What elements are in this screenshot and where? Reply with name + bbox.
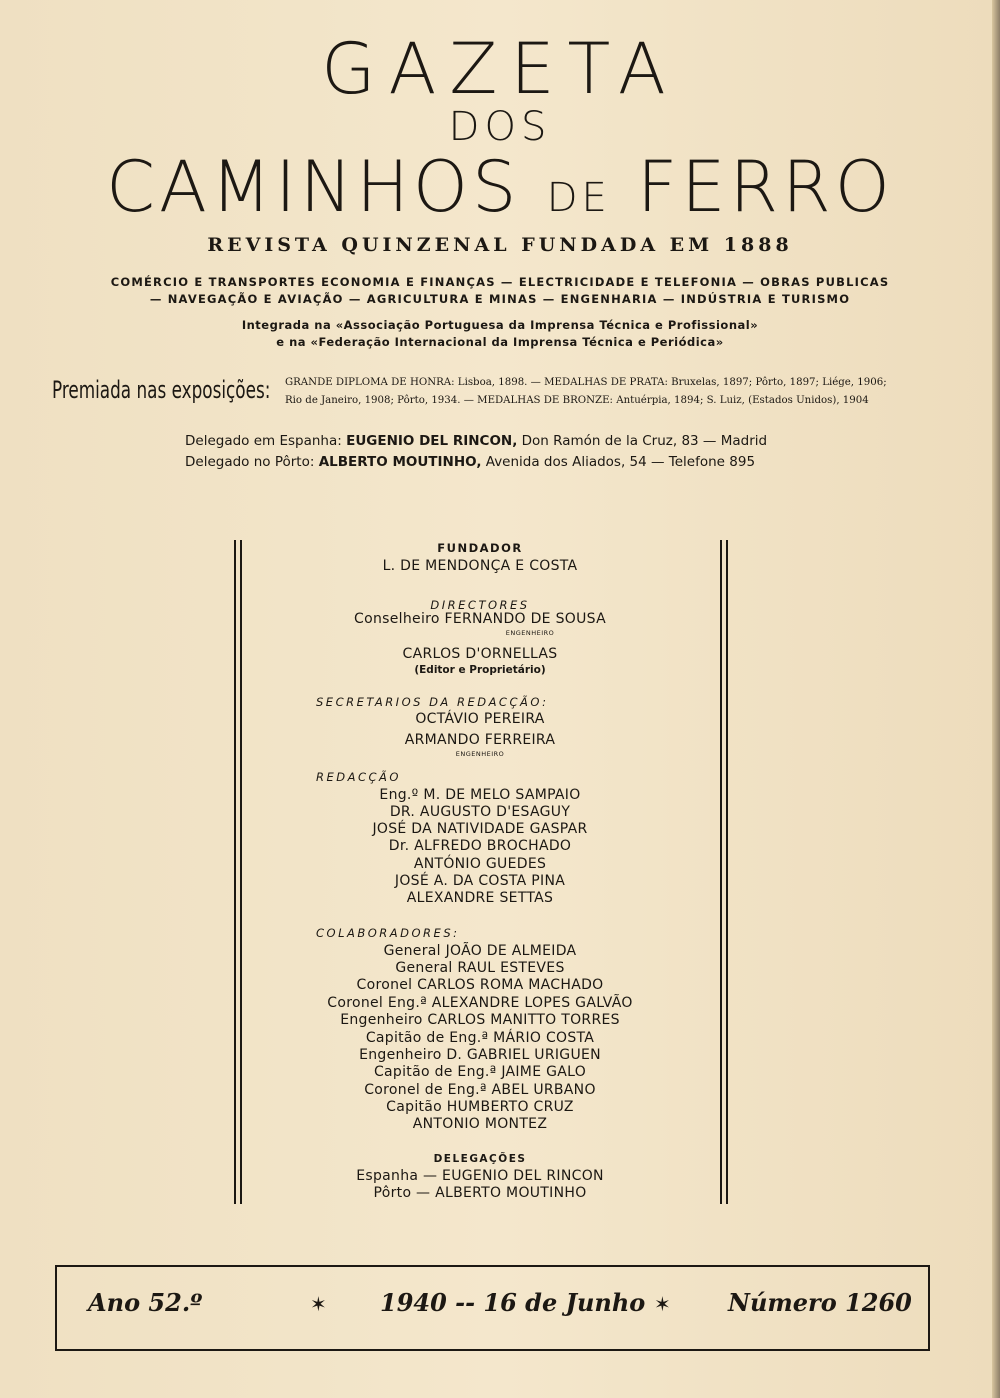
- masthead-title-dos: DOS: [448, 104, 552, 150]
- delegation-porto: Pôrto — ALBERTO MOUTINHO: [373, 1185, 587, 1201]
- delegation-spain: Espanha — EUGENIO DEL RINCON: [356, 1168, 604, 1184]
- awards-list: [285, 374, 887, 410]
- secretaries-heading: SECRETARIOS DA REDACÇÃO:: [316, 695, 549, 709]
- masthead-word-caminhos: CAMINHOS: [106, 146, 521, 228]
- collaborator: Capitão HUMBERTO CRUZ: [386, 1099, 574, 1115]
- integration-line-1: Integrada na «Associação Portuguesa da Imprensa Técnica e Profissional»: [241, 318, 759, 332]
- collaborator: Engenheiro D. GABRIEL URIGUEN: [359, 1047, 601, 1063]
- editorial-member: Dr. ALFREDO BROCHADO: [388, 838, 572, 854]
- topics-line-1: COMÉRCIO E TRANSPORTES ECONOMIA E FINANÇAS — ELECTRICIDADE E TELEFONIA — OBRAS PUBLICAS: [110, 275, 890, 289]
- masthead-word-de: DE: [546, 175, 611, 221]
- issue-year: Ano 52.º: [88, 1288, 203, 1317]
- directors-heading: DIRECTORES: [430, 598, 530, 612]
- collaborator: Coronel Eng.ª ALEXANDRE LOPES GALVÃO: [327, 995, 633, 1011]
- director-1: Conselheiro FERNANDO DE SOUSA: [354, 611, 606, 627]
- masthead-subtitle: REVISTA QUINZENAL FUNDADA EM 1888: [207, 234, 793, 256]
- director-1-title: ENGENHEIRO: [505, 629, 555, 637]
- delegate-spain: [185, 433, 767, 449]
- collaborator: Capitão de Eng.ª JAIME GALO: [373, 1064, 587, 1080]
- left-rule-inner: [240, 540, 242, 1204]
- delegate-porto-name: ALBERTO MOUTINHO,: [318, 454, 482, 470]
- collaborator: General JOÃO DE ALMEIDA: [383, 943, 577, 959]
- founder-heading: FUNDADOR: [437, 541, 523, 555]
- editorial-heading: REDACÇÃO: [316, 770, 401, 784]
- director-2: CARLOS D'ORNELLAS: [402, 646, 558, 662]
- awards-line-1: GRANDE DIPLOMA DE HONRA: Lisboa, 1898. — MEDALHAS DE PRATA: Bruxelas, 1897; Pôrto, 1897; Liége, 1906;: [285, 377, 887, 388]
- right-rule-outer: [726, 540, 728, 1204]
- collaborators-heading: COLABORADORES:: [316, 926, 460, 940]
- secretary-2-title: ENGENHEIRO: [455, 750, 505, 758]
- issue-date: 1940 -- 16 de Junho: [380, 1288, 646, 1317]
- editorial-member: ANTÓNIO GUEDES: [413, 856, 547, 872]
- left-rule-outer: [234, 540, 236, 1204]
- secretary-2: ARMANDO FERREIRA: [404, 732, 556, 748]
- collaborator: Engenheiro CARLOS MANITTO TORRES: [340, 1012, 620, 1028]
- masthead-title-caminhos-de-ferro: [0, 146, 1000, 228]
- masthead-word-ferro: FERRO: [637, 146, 894, 228]
- delegate-spain-name: EUGENIO DEL RINCON,: [346, 433, 518, 449]
- star-icon: ✶: [310, 1292, 327, 1316]
- editorial-member: Eng.º M. DE MELO SAMPAIO: [379, 787, 581, 803]
- integration-line-2: e na «Federação Internacional da Imprensa Técnica e Periódica»: [276, 335, 724, 349]
- editorial-member: JOSÉ DA NATIVIDADE GASPAR: [372, 821, 588, 837]
- collaborator: ANTONIO MONTEZ: [412, 1116, 548, 1132]
- editorial-member: ALEXANDRE SETTAS: [406, 890, 554, 906]
- delegate-porto: [185, 454, 755, 470]
- delegate-spain-label: Delegado em Espanha:: [185, 433, 342, 449]
- issue-number: Número 1260: [728, 1288, 912, 1317]
- delegate-spain-address: Don Ramón de la Cruz, 83 — Madrid: [521, 433, 768, 449]
- collaborator: Capitão de Eng.ª MÁRIO COSTA: [365, 1030, 595, 1046]
- topics-line-2: — NAVEGAÇÃO E AVIAÇÃO — AGRICULTURA E MINAS — ENGENHARIA — INDÚSTRIA E TURISMO: [149, 292, 851, 306]
- collaborator: General RAUL ESTEVES: [395, 960, 565, 976]
- awards-line-2: Rio de Janeiro, 1908; Pôrto, 1934. — MEDALHAS DE BRONZE: Antuérpia, 1894; S. Luiz, (Estados Unidos), 1904: [285, 395, 869, 406]
- awards-label: Premiada nas exposições:: [52, 376, 271, 404]
- director-2-role: (Editor e Proprietário): [414, 664, 546, 676]
- delegate-porto-label: Delegado no Pôrto:: [185, 454, 315, 470]
- masthead-title-gazeta: GAZETA: [321, 28, 679, 110]
- collaborator: Coronel CARLOS ROMA MACHADO: [356, 977, 604, 993]
- collaborator: Coronel de Eng.ª ABEL URBANO: [364, 1082, 596, 1098]
- secretary-1: OCTÁVIO PEREIRA: [415, 711, 545, 727]
- delegations-heading: DELEGAÇÕES: [433, 1153, 527, 1165]
- editorial-member: DR. AUGUSTO D'ESAGUY: [389, 804, 571, 820]
- right-rule-inner: [720, 540, 722, 1204]
- editorial-member: JOSÉ A. DA COSTA PINA: [394, 873, 566, 889]
- star-icon: ✶: [654, 1292, 671, 1316]
- founder-name: L. DE MENDONÇA E COSTA: [382, 558, 578, 574]
- delegate-porto-address: Avenida dos Aliados, 54 — Telefone 895: [485, 454, 756, 470]
